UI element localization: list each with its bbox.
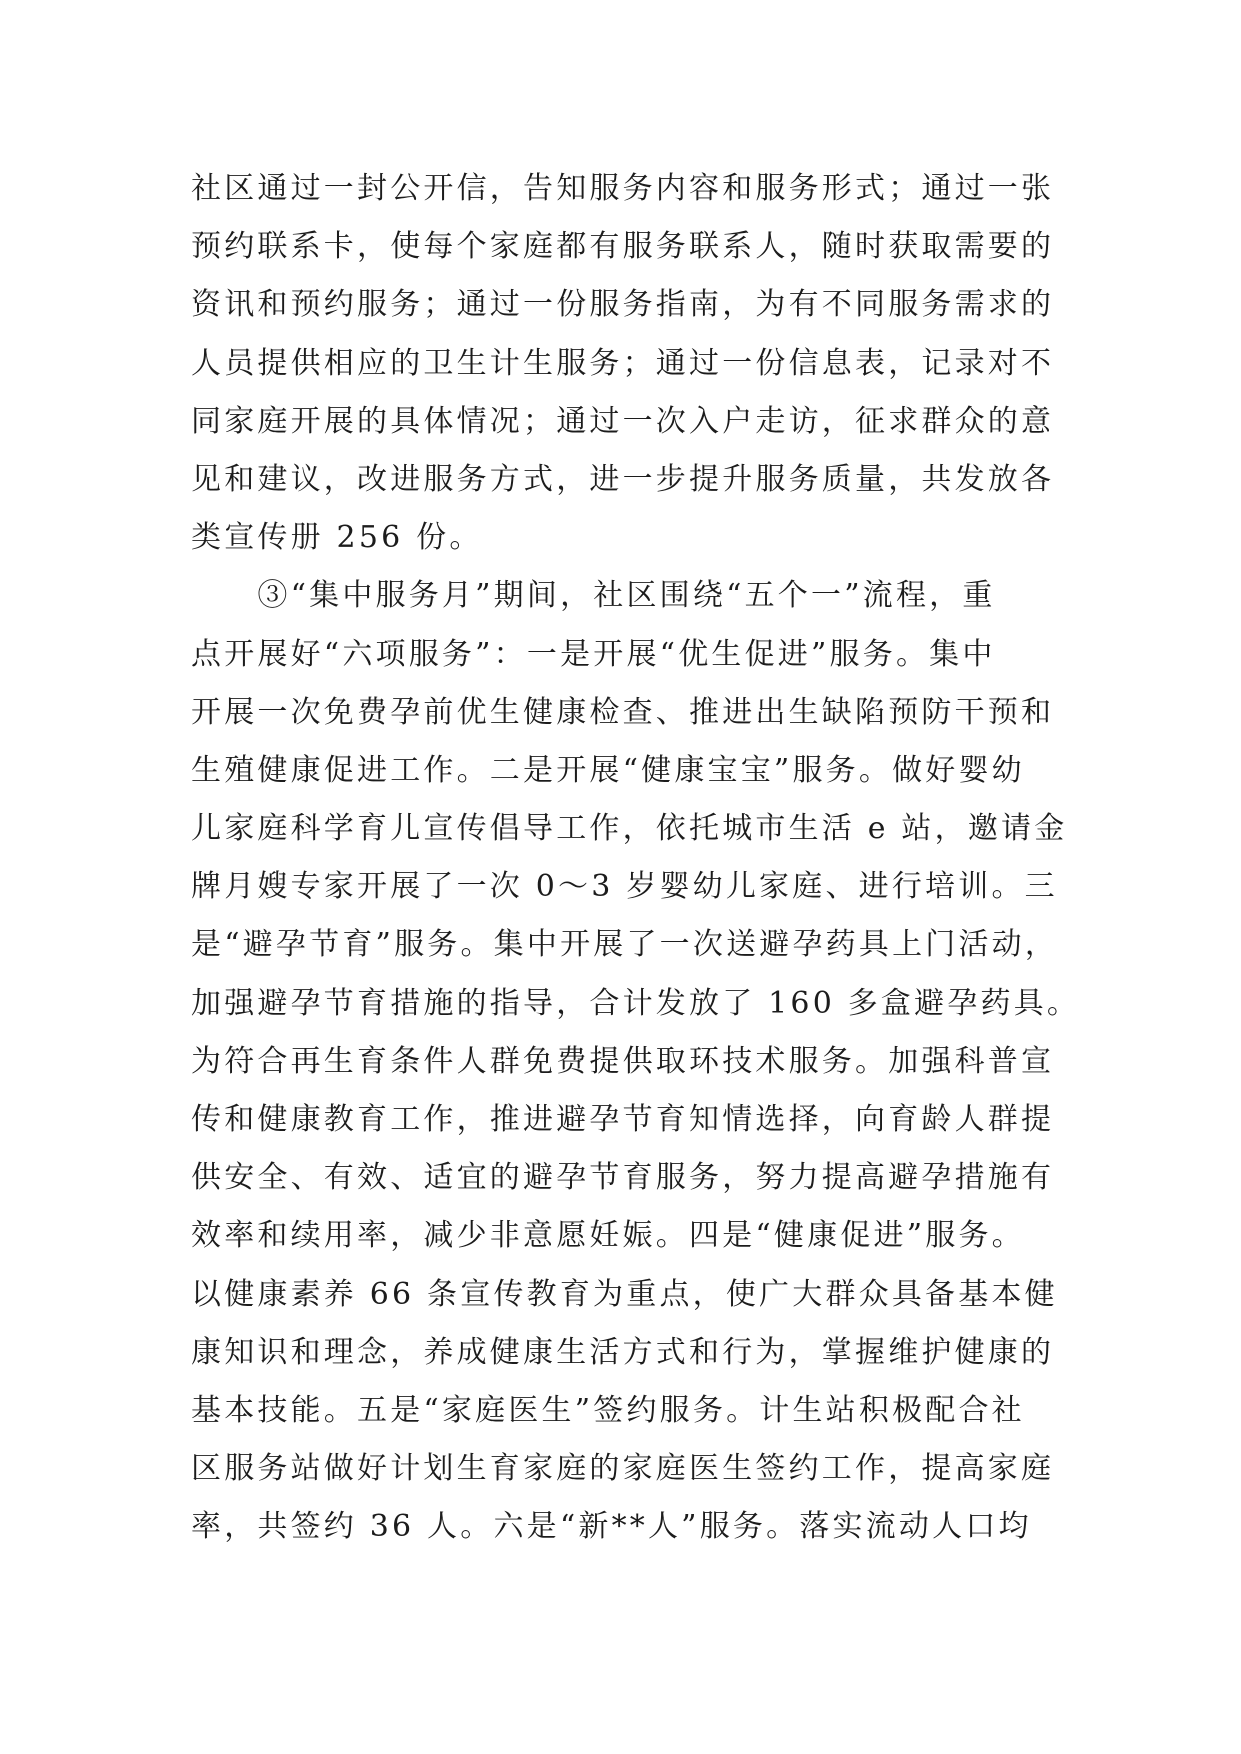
text-line: ③“集中服务月”期间，社区围绕“五个一”流程，重 — [191, 578, 996, 614]
text-line: 社区通过一封公开信，告知服务内容和服务形式；通过一张 — [191, 171, 1055, 206]
text-line: 类宣传册 256 份。 — [191, 520, 483, 556]
text-line: 为符合再生育条件人群免费提供取环技术服务。加强科普宣 — [191, 1043, 1055, 1079]
text-line: 供安全、有效、适宜的避孕节育服务，努力提高避孕措施有 — [191, 1160, 1055, 1196]
text-line: 同家庭开展的具体情况；通过一次入户走访，征求群众的意 — [191, 403, 1055, 439]
text-line: 区服务站做好计划生育家庭的家庭医生签约工作，提高家庭 — [191, 1451, 1055, 1487]
text-line: 牌月嫂专家开展了一次 0～3 岁婴幼儿家庭、进行培训。三 — [191, 869, 1058, 905]
text-line: 见和建议，改进服务方式，进一步提升服务质量，共发放各 — [191, 461, 1055, 497]
body-text — [191, 160, 1081, 1557]
text-line: 资讯和预约服务；通过一份服务指南，为有不同服务需求的 — [191, 287, 1055, 323]
text-line: 人员提供相应的卫生计生服务；通过一份信息表，记录对不 — [191, 345, 1055, 381]
text-line: 基本技能。五是“家庭医生”签约服务。计生站积极配合社 — [191, 1392, 1025, 1428]
text-line: 以健康素养 66 条宣传教育为重点，使广大群众具备基本健 — [191, 1276, 1058, 1312]
text-line: 效率和续用率，减少非意愿妊娠。四是“健康促进”服务。 — [191, 1218, 1025, 1254]
text-line: 预约联系卡，使每个家庭都有服务联系人，随时获取需要的 — [191, 229, 1055, 265]
text-line: 传和健康教育工作，推进避孕节育知情选择，向育龄人群提 — [191, 1102, 1055, 1137]
text-line: 生殖健康促进工作。二是开展“健康宝宝”服务。做好婴幼 — [191, 752, 1025, 788]
text-line: 点开展好“六项服务”：一是开展“优生促进”服务。集中 — [191, 636, 996, 672]
text-line: 儿家庭科学育儿宣传倡导工作，依托城市生活 e 站，邀请金 — [191, 811, 1068, 847]
text-line: 加强避孕节育措施的指导，合计发放了 160 多盒避孕药具。 — [191, 985, 1081, 1021]
text-line: 率，共签约 36 人。六是“新**人”服务。落实流动人口均 — [191, 1509, 1032, 1545]
text-line: 是“避孕节育”服务。集中开展了一次送避孕药具上门活动， — [191, 927, 1059, 963]
text-line: 开展一次免费孕前优生健康检查、推进出生缺陷预防干预和 — [191, 694, 1055, 730]
text-line: 康知识和理念，养成健康生活方式和行为，掌握维护健康的 — [191, 1334, 1055, 1370]
